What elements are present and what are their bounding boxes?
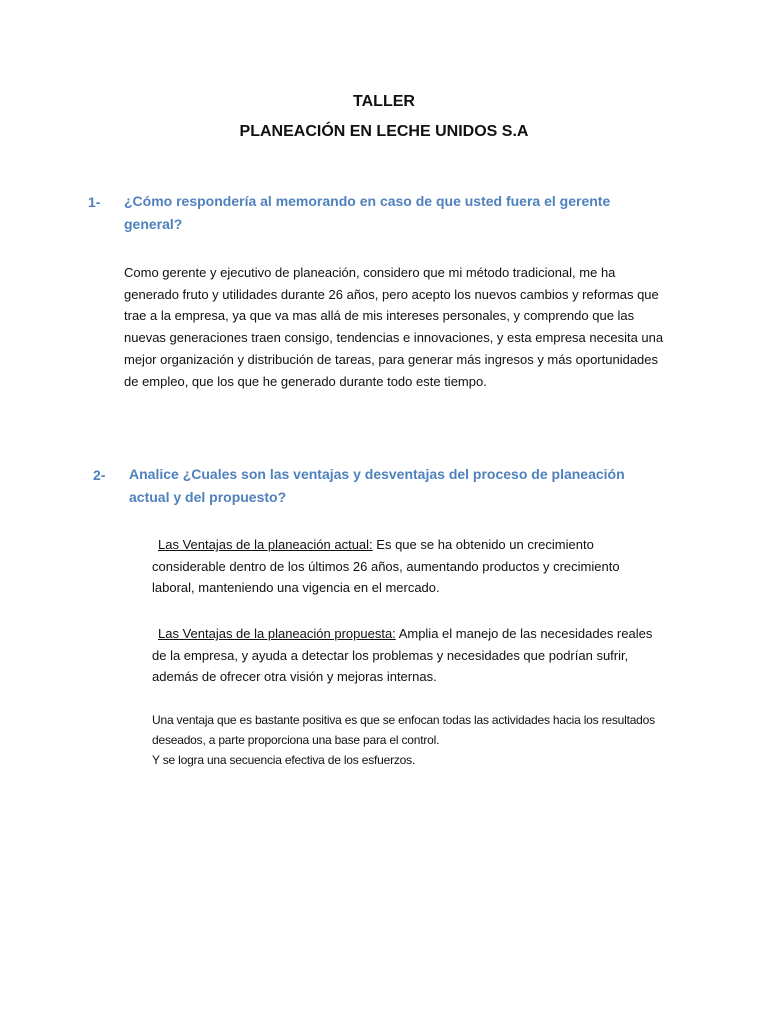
advantage-proposed-text: Amplia el manejo de las necesidades reales de la empresa, y ayuda a detectar los problemas y necesidades que podrían sufrir, además de ofrecer otra visión y mejoras internas. — [152, 626, 653, 684]
advantage-proposed-label: Las Ventajas de la planeación propuesta: — [158, 626, 396, 641]
question-1-number: 1- — [88, 194, 101, 210]
question-2-number: 2- — [93, 467, 106, 483]
advantage-current-paragraph — [152, 534, 662, 599]
advantage-current-text: Es que se ha obtenido un crecimiento considerable dentro de los últimos 26 años, aumentando productos y crecimiento laboral, manteniendo una vigencia en el mercado. — [152, 537, 620, 595]
question-1-text: ¿Cómo respondería al memorando en caso de que usted fuera el gerente general? — [124, 193, 611, 232]
document-subtitle: PLANEACIÓN EN LECHE UNIDOS S.A — [239, 123, 529, 140]
closing-paragraph-line-1: Una ventaja que es bastante positiva es que se enfocan todas las actividades hacia los resultados deseados, a parte proporciona una base para el control. — [152, 713, 655, 747]
question-1-answer: Como gerente y ejecutivo de planeación, considero que mi método tradicional, me ha generado fruto y utilidades durante 26 años, pero acepto los nuevos cambios y reformas que trae a la empresa, ya que va mas allá de mis intereses personales, y comprendo que las nuevas generaciones traen consigo, tendencias e innovaciones, y esta empresa necesita una mejor organización y distribución de tareas, para generar más ingresos y más oportunidades de empleo, que los que he generado durante todo este tiempo. — [124, 265, 664, 389]
question-2-text: Analice ¿Cuales son las ventajas y desventajas del proceso de planeación actual y del propuesto? — [129, 466, 625, 505]
advantage-proposed-paragraph — [152, 623, 662, 688]
closing-paragraph-line-2: Y se logra una secuencia efectiva de los esfuerzos. — [152, 753, 416, 767]
advantage-current-label: Las Ventajas de la planeación actual: — [158, 537, 373, 552]
document-title: TALLER — [353, 93, 415, 110]
